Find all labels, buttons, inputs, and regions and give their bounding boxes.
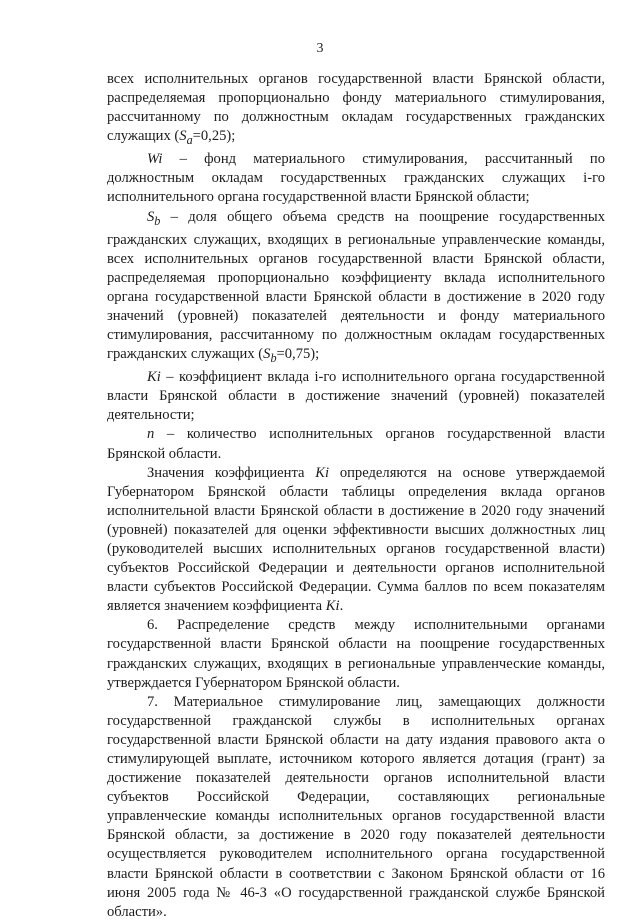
paragraph-text: – количество исполнительных органов государственной власти Брянской области. [107, 426, 605, 462]
symbol-s: S [147, 208, 155, 225]
paragraph-tail: . [339, 598, 344, 615]
paragraph-text: 6. Распределение средств между исполнительными органами государственной власти Брянской области на поощрение государственных гражданских служащих, входящих в региональные управленческие команды, утверждается Губернатором Брянской области. [107, 617, 605, 691]
paragraph-ki-definition [107, 368, 605, 425]
symbol-ki: Ki [147, 369, 161, 386]
paragraph-tail: =0,75); [276, 346, 320, 363]
paragraph-text: Значения коэффициента [147, 464, 316, 481]
paragraph-text: – доля общего объема средств на поощрение государственных гражданских служащих, входящих в региональные управленческие команды, всех исполнительных органов государственной власти Брянской области, распределяемая пропорционально коэффициенту вклада исполнительного органа государственной власти Брянской области в достижение в 2020 году значений (уровней) показателей деятельности и фонду материального стимулирования, рассчитанному по должностным окладам государственных гражданских служащих ( [107, 208, 605, 363]
paragraph-text: – коэффициент вклада i-го исполнительного органа государственной власти Брянской области в достижение значений (уровней) показателей деятельности; [107, 369, 605, 424]
symbol-s: S [179, 128, 187, 145]
paragraph-n-definition [107, 425, 605, 463]
paragraph-item-6 [107, 616, 605, 692]
paragraph-ki-values [107, 464, 605, 617]
paragraph-text: определяются на основе утверждаемой Губернатором Брянской области таблицы определения вклада органов исполнительной власти Брянской области в достижение в 2020 году значений (уровней) показателей для оценки эффективности высших должностных лиц (руководителей высших исполнительных органов государственной власти) субъектов Российской Федерации и деятельности органов исполнительной власти субъектов Российской Федерации. Сумма баллов по всем показателям является значением коэффициента [107, 464, 605, 615]
paragraph-wi-definition [107, 150, 605, 207]
paragraph-text: 7. Материальное стимулирование лиц, замещающих должности государственной гражданской службы в исполнительных органах государственной власти Брянской области на дату издания правового акта о стимулирующей выплате, источником которого является дотация (грант) за достижение показателей деятельности органов исполнительной власти субъектов Российской Федерации, составляющих региональные управленческие команды исполнительных органов государственной власти Брянской области, за достижение в 2020 году показателей деятельности осуществляется руководителем исполнительного органа государственной власти Брянской области в соответствии с Законом Брянской области от 16 июня 2005 года № 46-З «О государственной гражданской службе Брянской области». [107, 693, 605, 920]
paragraph-tail: =0,25); [192, 128, 236, 145]
symbol-n: n [147, 426, 155, 443]
document-body [107, 70, 605, 922]
symbol-ki: Ki [325, 598, 340, 615]
paragraph-text: – фонд материального стимулирования, рассчитанный по должностным окладам государственных гражданских служащих i-го исполнительного органа государственной власти Брянской области; [107, 151, 605, 206]
symbol-subscript: b [270, 351, 277, 366]
symbol-ki: Ki [315, 464, 330, 481]
paragraph-item-7 [107, 693, 605, 922]
page-number: 3 [316, 41, 324, 56]
paragraph-text: всех исполнительных органов государственной власти Брянской области, распределяемая пропорционально фонду материального стимулирования, рассчитанному по должностным окладам государственных гражданских служащих ( [107, 71, 605, 145]
symbol-s: S [263, 346, 271, 363]
symbol-wi: Wi [147, 151, 163, 168]
paragraph-sa-definition [107, 70, 605, 150]
symbol-subscript: b [154, 213, 161, 228]
symbol-subscript: a [186, 133, 193, 148]
paragraph-sb-definition [107, 208, 605, 369]
